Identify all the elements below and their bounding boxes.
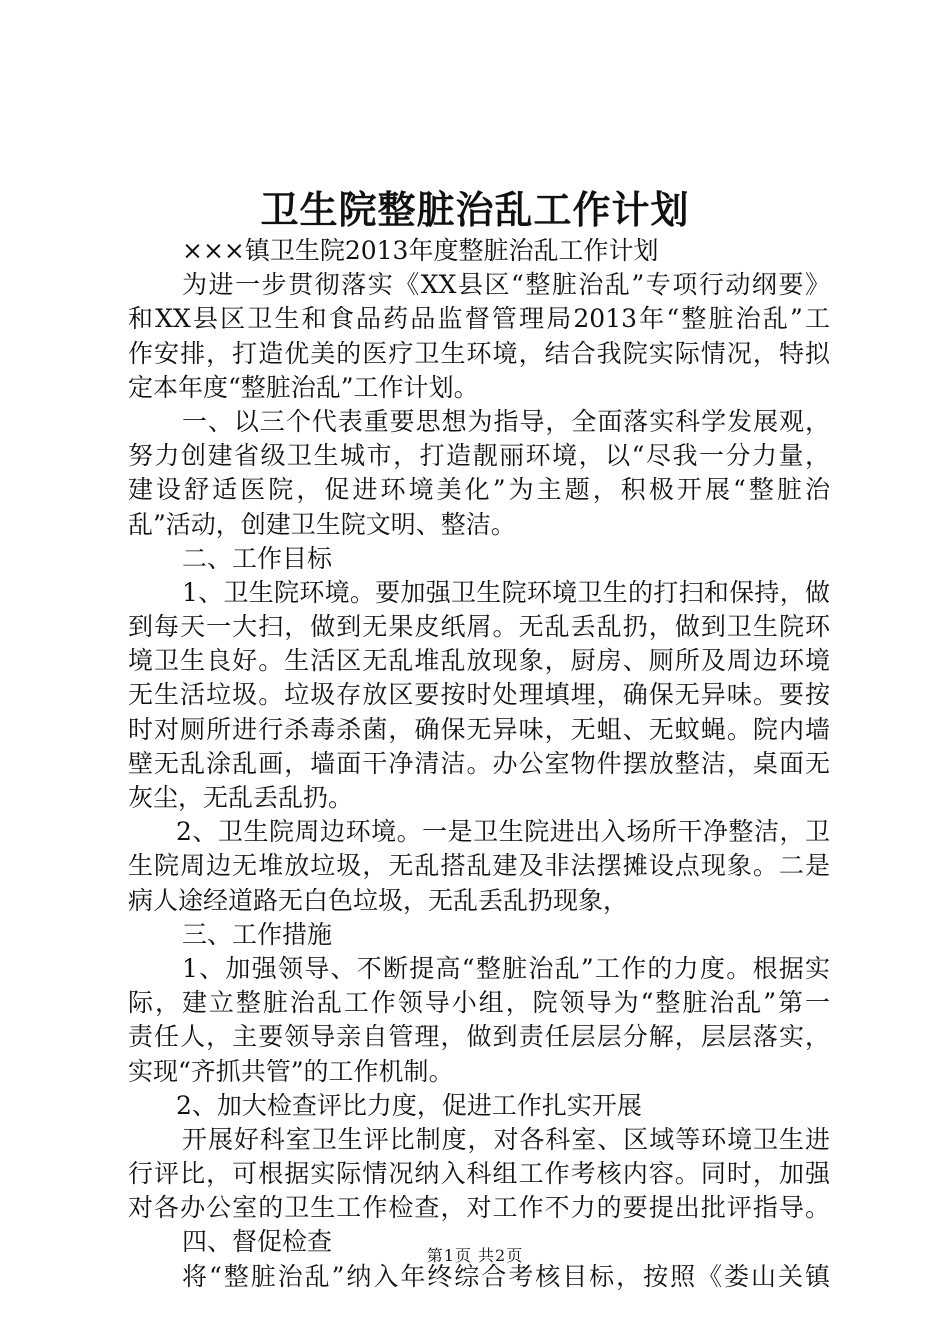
body-line: 责任人，主要领导亲自管理，做到责任层层分解，层层落实， — [128, 1022, 830, 1052]
body-line: 定本年度“整脏治乱”工作计划。 — [128, 372, 479, 402]
body-line: 建设舒适医院，促进环境美化”为主题，积极开展“整脏治 — [128, 475, 830, 505]
body-line: 境卫生良好。生活区无乱堆乱放现象，厨房、厕所及周边环境 — [128, 646, 830, 676]
body-line: 2、加大检查评比力度，促进工作扎实开展 — [176, 1090, 642, 1120]
body-line: 无生活垃圾。垃圾存放区要按时处理填埋，确保无异味。要按 — [128, 680, 830, 710]
body-line: 将“整脏治乱”纳入年终综合考核目标，按照《娄山关镇 — [182, 1261, 830, 1291]
body-line: 作安排，打造优美的医疗卫生环境，结合我院实际情况，特拟 — [128, 338, 830, 368]
body-line: 和XX县区卫生和食品药品监督管理局2013年“整脏治乱”工 — [128, 304, 830, 334]
body-line: 三、工作措施 — [182, 919, 333, 949]
body-line: 乱”活动，创建卫生院文明、整洁。 — [128, 509, 516, 539]
body-line: 四、督促检查 — [182, 1227, 333, 1257]
document-body — [128, 234, 830, 1294]
body-line: 生院周边无堆放垃圾，无乱搭乱建及非法摆摊设点现象。二是 — [128, 851, 830, 881]
document-title: 卫生院整脏治乱工作计划 — [260, 187, 690, 232]
body-line: 努力创建省级卫生城市，打造靓丽环境，以“尽我一分力量， — [128, 441, 830, 471]
body-line: 实现“齐抓共管”的工作机制。 — [128, 1056, 454, 1086]
body-line: ×××镇卫生院2013年度整脏治乱工作计划 — [182, 236, 659, 265]
body-line: 行评比，可根据实际情况纳入科组工作考核内容。同时，加强 — [128, 1159, 830, 1189]
body-line: 时对厕所进行杀毒杀菌，确保无异味，无蛆、无蚊蝇。院内墙 — [128, 714, 830, 744]
body-line: 1、加强领导、不断提高“整脏治乱”工作的力度。根据实 — [182, 953, 830, 983]
body-line: 到每天一大扫，做到无果皮纸屑。无乱丢乱扔，做到卫生院环 — [128, 612, 830, 642]
body-line: 为进一步贯彻落实《XX县区“整脏治乱”专项行动纲要》 — [182, 270, 830, 300]
body-line: 壁无乱涂乱画，墙面干净清洁。办公室物件摆放整洁，桌面无 — [128, 748, 830, 778]
body-line: 病人途经道路无白色垃圾，无乱丢乱扔现象， — [128, 885, 629, 915]
body-line: 际，建立整脏治乱工作领导小组，院领导为“整脏治乱”第一 — [128, 988, 830, 1018]
body-line: 二、工作目标 — [182, 543, 333, 573]
body-line: 1、卫生院环境。要加强卫生院环境卫生的打扫和保持，做 — [182, 577, 830, 607]
body-line: 对各办公室的卫生工作检查，对工作不力的要提出批评指导。 — [128, 1193, 830, 1223]
body-line: 灰尘，无乱丢乱扔。 — [128, 783, 354, 812]
body-line: 开展好科室卫生评比制度，对各科室、区域等环境卫生进 — [182, 1124, 830, 1154]
page-footer: 第1页 共2页 — [426, 1246, 524, 1265]
body-line: 一、以三个代表重要思想为指导，全面落实科学发展观， — [182, 406, 830, 436]
body-line: 2、卫生院周边环境。一是卫生院进出入场所干净整洁，卫 — [176, 817, 830, 847]
